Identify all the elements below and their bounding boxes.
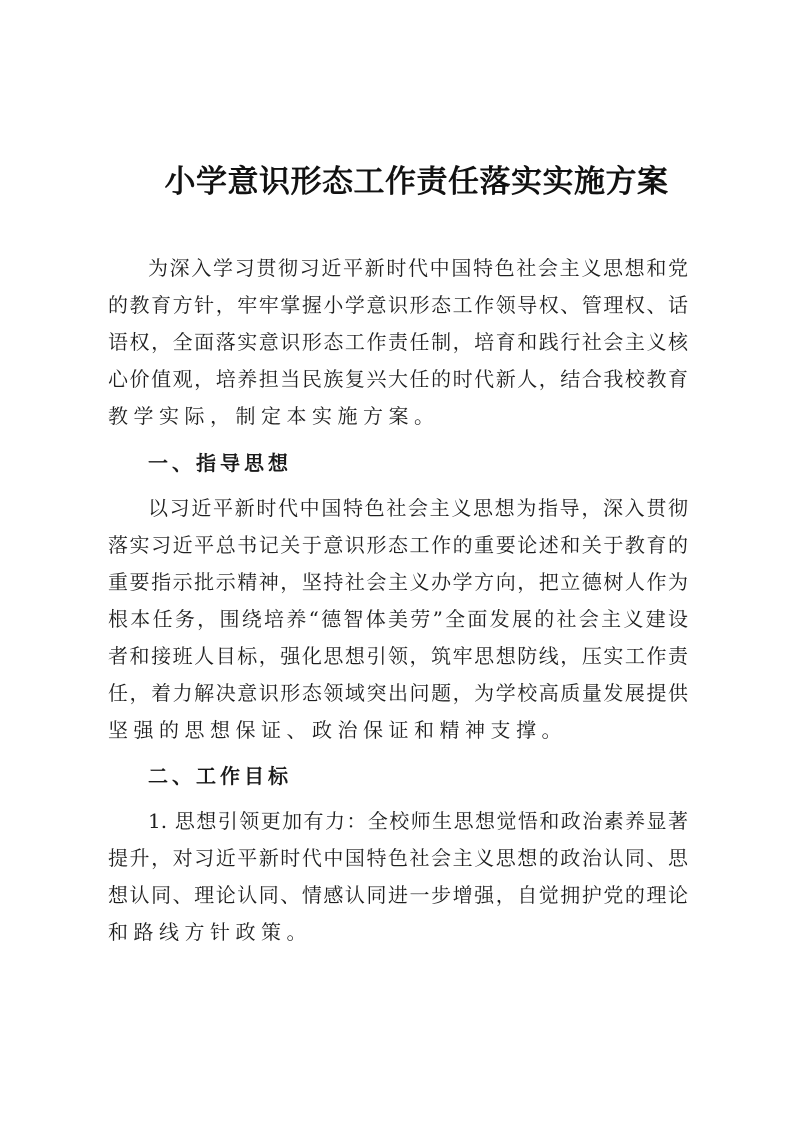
paragraph-line: 根本任务，围绕培养“德智体美劳”全面发展的社会主义建设 [108, 607, 688, 631]
paragraph-line: 落实习近平总书记关于意识形态工作的重要论述和关于教育的 [108, 533, 688, 557]
paragraph-line: 心价值观，培养担当民族复兴大任的时代新人，结合我校教育 [108, 367, 688, 391]
paragraph-line: 教学实际，制定本实施方案。 [108, 404, 440, 428]
paragraph-line: 任，着力解决意识形态领域突出问题，为学校高质量发展提供 [108, 681, 688, 705]
paragraph-line: 语权，全面落实意识形态工作责任制，培育和践行社会主义核 [108, 330, 688, 354]
section-heading-guiding-ideology: 一、指导思想 [148, 451, 292, 475]
document-title: 小学意识形态工作责任落实实施方案 [164, 164, 669, 200]
section-heading-work-goals: 二、工作目标 [148, 764, 292, 788]
paragraph-line: 的教育方针，牢牢掌握小学意识形态工作领导权、管理权、话 [108, 293, 688, 317]
paragraph-line: 提升，对习近平新时代中国特色社会主义思想的政治认同、思 [108, 846, 688, 870]
paragraph-line: 为深入学习贯彻习近平新时代中国特色社会主义思想和党 [148, 256, 688, 280]
paragraph-line: 和路线方针政策。 [108, 920, 312, 944]
paragraph-line: 想认同、理论认同、情感认同进一步增强，自觉拥护党的理论 [108, 883, 688, 907]
paragraph-line: 重要指示批示精神，坚持社会主义办学方向，把立德树人作为 [108, 570, 688, 594]
paragraph-line: 1. 思想引领更加有力：全校师生思想觉悟和政治素养显著 [148, 809, 688, 833]
paragraph-line: 以习近平新时代中国特色社会主义思想为指导，深入贯彻 [148, 496, 688, 520]
paragraph-line: 者和接班人目标，强化思想引领，筑牢思想防线，压实工作责 [108, 644, 688, 668]
paragraph-line: 坚强的思想保证、政治保证和精神支撑。 [108, 718, 567, 742]
